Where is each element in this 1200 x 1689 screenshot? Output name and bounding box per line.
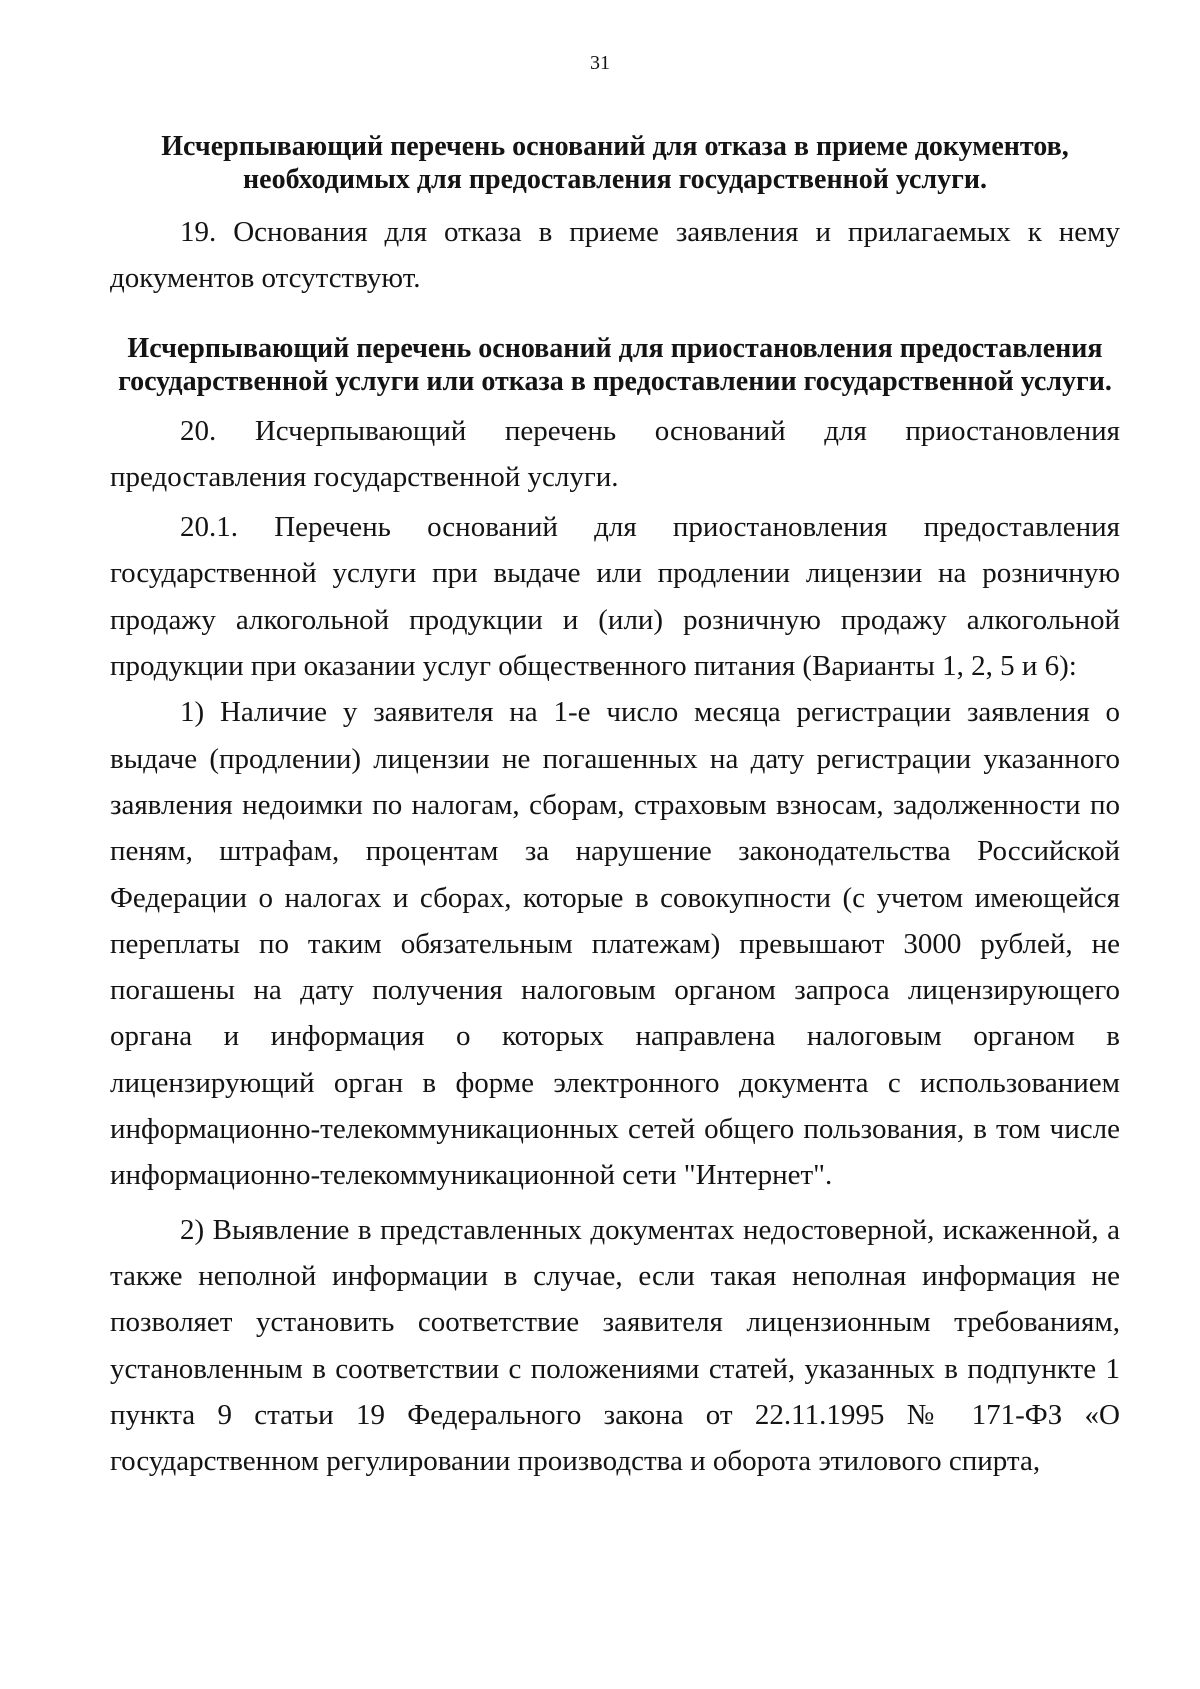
section-heading-refusal-of-documents: Исчерпывающий перечень оснований для отказа в приеме документов, необходимых для предоставления государственной услуги. [161,131,1069,195]
list-item-2: 2) Выявление в представленных документах недостоверной, искаженной, а также неполной информации в случае, если такая неполная информация не позволяет установить соответствие заявителя лицензионным требованиям, установленным в соответствии с положениями статей, указанных в подпункте 1 пункта 9 статьи 19 Федерального закона от 22.11.1995 № 171-ФЗ «О государственном регулировании производства и оборота этилового спирта, [110,1213,1120,1478]
page-number: 31 [590,52,610,74]
paragraph-20-1: 20.1. Перечень оснований для приостановления предоставления государственной услуги при выдаче или продлении лицензии на розничную продажу алкогольной продукции и (или) розничную продажу алкогольной продукции при оказании услуг общественного питания (Варианты 1, 2, 5 и 6): [110,511,1120,683]
list-item-1: 1) Наличие у заявителя на 1-е число месяца регистрации заявления о выдаче (продлении) лицензии не погашенных на дату регистрации указанного заявления недоимки по налогам, сборам, страховым взносам, задолженности по пеням, штрафам, процентам за нарушение законодательства Российской Федерации о налогах и сборах, которые в совокупности (с учетом имеющейся переплаты по таким обязательным платежам) превышают 3000 рублей, не погашены на дату получения налоговым органом запроса лицензирующего органа и информация о которых направлена налоговым органом в лицензирующий орган в форме электронного документа с использованием информационно-телекоммуникационных сетей общего пользования, в том числе информационно-телекоммуникационной сети "Интернет". [110,696,1120,1192]
paragraph-20: 20. Исчерпывающий перечень оснований для приостановления предоставления государственной услуги. [110,414,1120,493]
document-body [110,130,1120,1484]
paragraph-19: 19. Основания для отказа в приеме заявления и прилагаемых к нему документов отсутствуют. [110,216,1120,295]
section-heading-suspension-or-refusal: Исчерпывающий перечень оснований для приостановления предоставления государственной услуги или отказа в предоставлении государственной услуги. [118,332,1112,397]
